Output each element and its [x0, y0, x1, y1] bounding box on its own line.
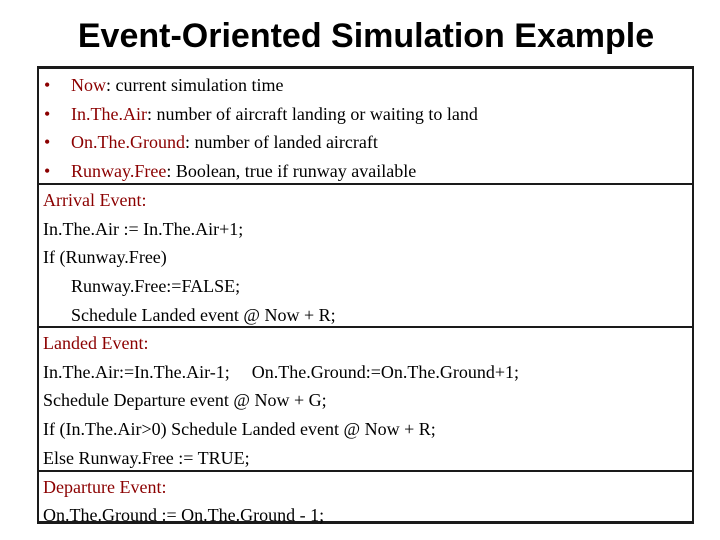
variable-description: : current simulation time [106, 75, 284, 95]
landed-event-section [39, 326, 692, 470]
bullet-icon: • [44, 132, 51, 152]
code-line: If (Runway.Free) [43, 247, 167, 267]
code-line: Runway.Free:=FALSE; [71, 276, 241, 296]
state-variable-runway-free [71, 160, 416, 182]
variable-description: : number of landed aircraft [184, 132, 378, 152]
bullet-icon: • [44, 104, 51, 124]
code-line: Schedule Landed event @ Now + R; [71, 305, 336, 325]
code-line: On.The.Ground := On.The.Ground - 1; [43, 505, 325, 525]
state-variable-now [71, 74, 283, 96]
code-line: If (In.The.Air>0) Schedule Landed event @ Now + R; [43, 419, 436, 439]
content-box [37, 66, 694, 524]
landed-event-heading: Landed Event: [43, 333, 149, 353]
arrival-event-heading: Arrival Event: [43, 190, 147, 210]
bullet-icon: • [44, 161, 51, 181]
state-variable-on-the-ground [71, 131, 378, 153]
code-statement: In.The.Air:=In.The.Air-1; [43, 362, 230, 382]
state-variables-section [39, 69, 692, 183]
variable-name: Now [71, 75, 106, 95]
state-variable-in-the-air [71, 103, 478, 125]
variable-description: : Boolean, true if runway available [166, 161, 417, 181]
arrival-event-section [39, 183, 692, 326]
code-line: In.The.Air := In.The.Air+1; [43, 219, 244, 239]
variable-name: On.The.Ground [71, 132, 185, 152]
variable-name: In.The.Air [71, 104, 147, 124]
slide-title: Event-Oriented Simulation Example [77, 17, 655, 55]
variable-name: Runway.Free [71, 161, 167, 181]
code-line: Schedule Departure event @ Now + G; [43, 390, 327, 410]
code-line [43, 361, 519, 383]
departure-event-section [39, 470, 692, 524]
departure-event-heading: Departure Event: [43, 477, 167, 497]
variable-description: : number of aircraft landing or waiting to land [146, 104, 478, 124]
bullet-icon: • [44, 75, 51, 95]
code-statement: On.The.Ground:=On.The.Ground+1; [251, 362, 519, 382]
code-line: Else Runway.Free := TRUE; [43, 448, 250, 468]
